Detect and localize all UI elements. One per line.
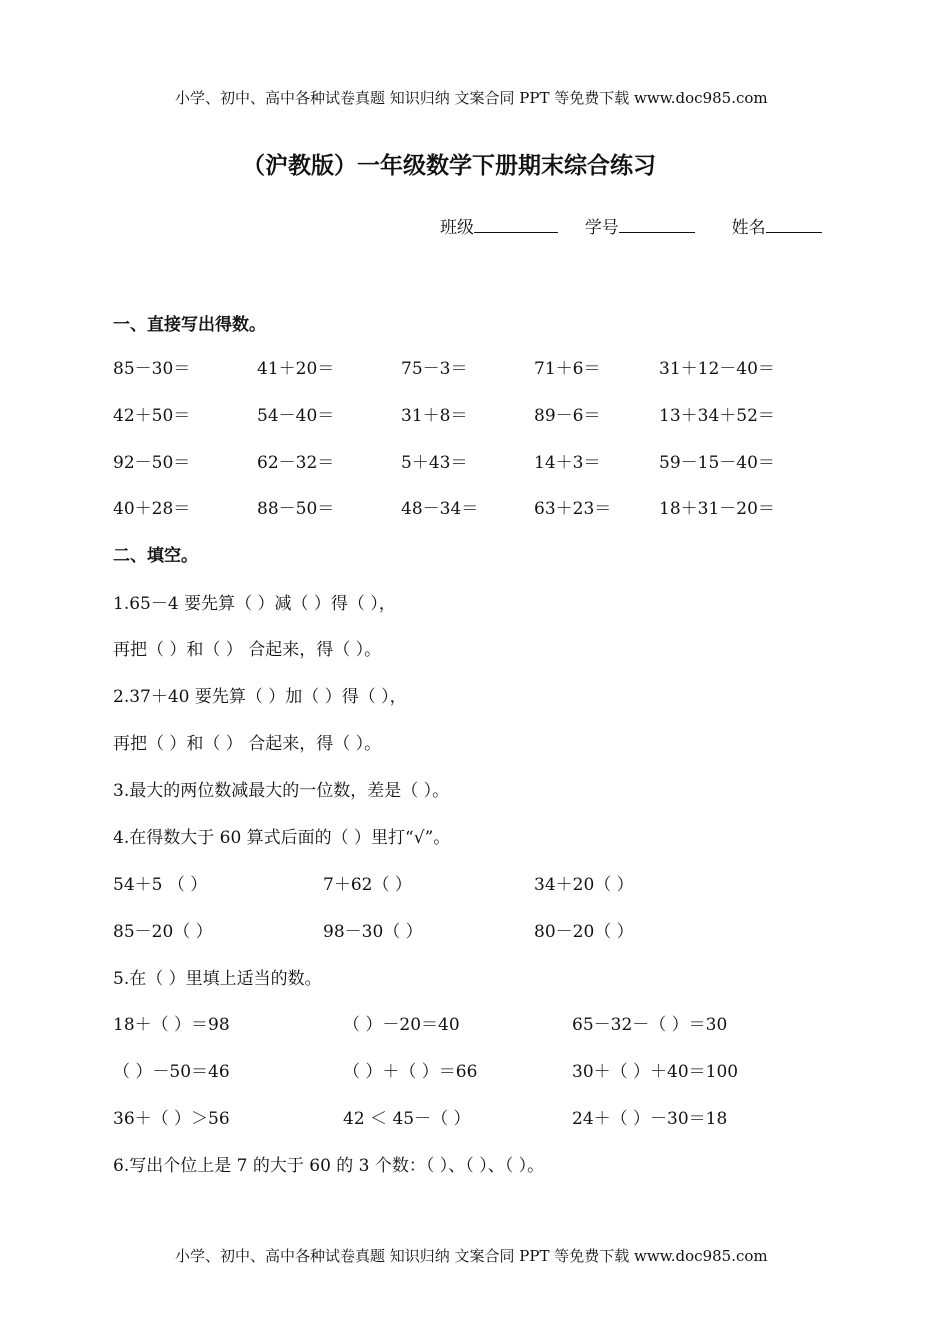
equation: 14＋3＝ [534,453,601,473]
q4-item: 85－20（ ） [113,922,213,942]
q4-item: 34＋20（ ） [534,875,634,895]
equation: 62－32＝ [257,453,335,473]
question-1-line-1: 1.65－4 要先算（ ）减（ ）得（ ）， [113,594,396,614]
q4-item: 98－30（ ） [323,922,423,942]
equation: 18＋31－20＝ [659,499,775,519]
header-banner: 小学、初中、高中各种试卷真题 知识归纳 文案合同 PPT 等免费下载 www.doc985.com [175,89,768,107]
question-6: 6.写出个位上是 7 的大于 60 的 3 个数：（ ）、（ ）、（ ）。 [113,1156,545,1176]
q5-item: （ ）－50＝46 [113,1062,230,1082]
class-label: 班级 [440,218,474,238]
equation: 41＋20＝ [257,359,335,379]
q5-item: 42 ＜ 45－（ ） [343,1109,471,1129]
equation: 71＋6＝ [534,359,601,379]
equation: 13＋34＋52＝ [659,406,775,426]
section2-heading: 二、填空。 [113,546,198,566]
question-2-line-1: 2.37＋40 要先算（ ）加（ ）得（ ）， [113,687,407,707]
equation: 89－6＝ [534,406,601,426]
student-info [440,213,822,238]
number-blank[interactable] [619,216,695,233]
q4-item: 54＋5 （ ） [113,875,208,895]
equation: 92－50＝ [113,453,191,473]
equation: 63＋23＝ [534,499,612,519]
page-title: （沪教版）一年级数学下册期末综合练习 [242,153,656,179]
equation: 40＋28＝ [113,499,191,519]
equation: 85－30＝ [113,359,191,379]
q4-item: 7＋62（ ） [323,875,412,895]
name-blank[interactable] [766,216,822,233]
equation: 31＋8＝ [401,406,468,426]
q5-item: 24＋（ ）－30＝18 [572,1109,728,1129]
question-2-line-2: 再把（ ）和（ ） 合起来，得（ ）。 [113,734,382,754]
class-blank[interactable] [474,216,558,233]
question-1-line-2: 再把（ ）和（ ） 合起来，得（ ）。 [113,640,382,660]
footer-banner: 小学、初中、高中各种试卷真题 知识归纳 文案合同 PPT 等免费下载 www.doc985.com [175,1247,768,1265]
question-3: 3.最大的两位数减最大的一位数，差是（ ）。 [113,781,450,801]
q5-item: 30＋（ ）＋40＝100 [572,1062,739,1082]
question-4: 4.在得数大于 60 算式后面的（ ）里打“√”。 [113,828,451,848]
q5-item: 18＋（ ）＝98 [113,1015,230,1035]
number-label: 学号 [584,218,619,238]
q5-item: 65－32－（ ）＝30 [572,1015,728,1035]
question-5: 5.在（ ）里填上适当的数。 [113,969,322,989]
q5-item: 36＋（ ）＞56 [113,1109,230,1129]
equation: 31＋12－40＝ [659,359,775,379]
q5-item: （ ）＋（ ）＝66 [343,1062,478,1082]
equation: 54－40＝ [257,406,335,426]
q5-item: （ ）－20＝40 [343,1015,460,1035]
section1-heading: 一、直接写出得数。 [113,315,266,335]
q4-item: 80－20（ ） [534,922,634,942]
name-label: 姓名 [731,218,766,238]
equation: 75－3＝ [401,359,468,379]
equation: 48－34＝ [401,499,479,519]
equation: 42＋50＝ [113,406,191,426]
equation: 5＋43＝ [401,453,468,473]
equation: 88－50＝ [257,499,335,519]
equation: 59－15－40＝ [659,453,775,473]
